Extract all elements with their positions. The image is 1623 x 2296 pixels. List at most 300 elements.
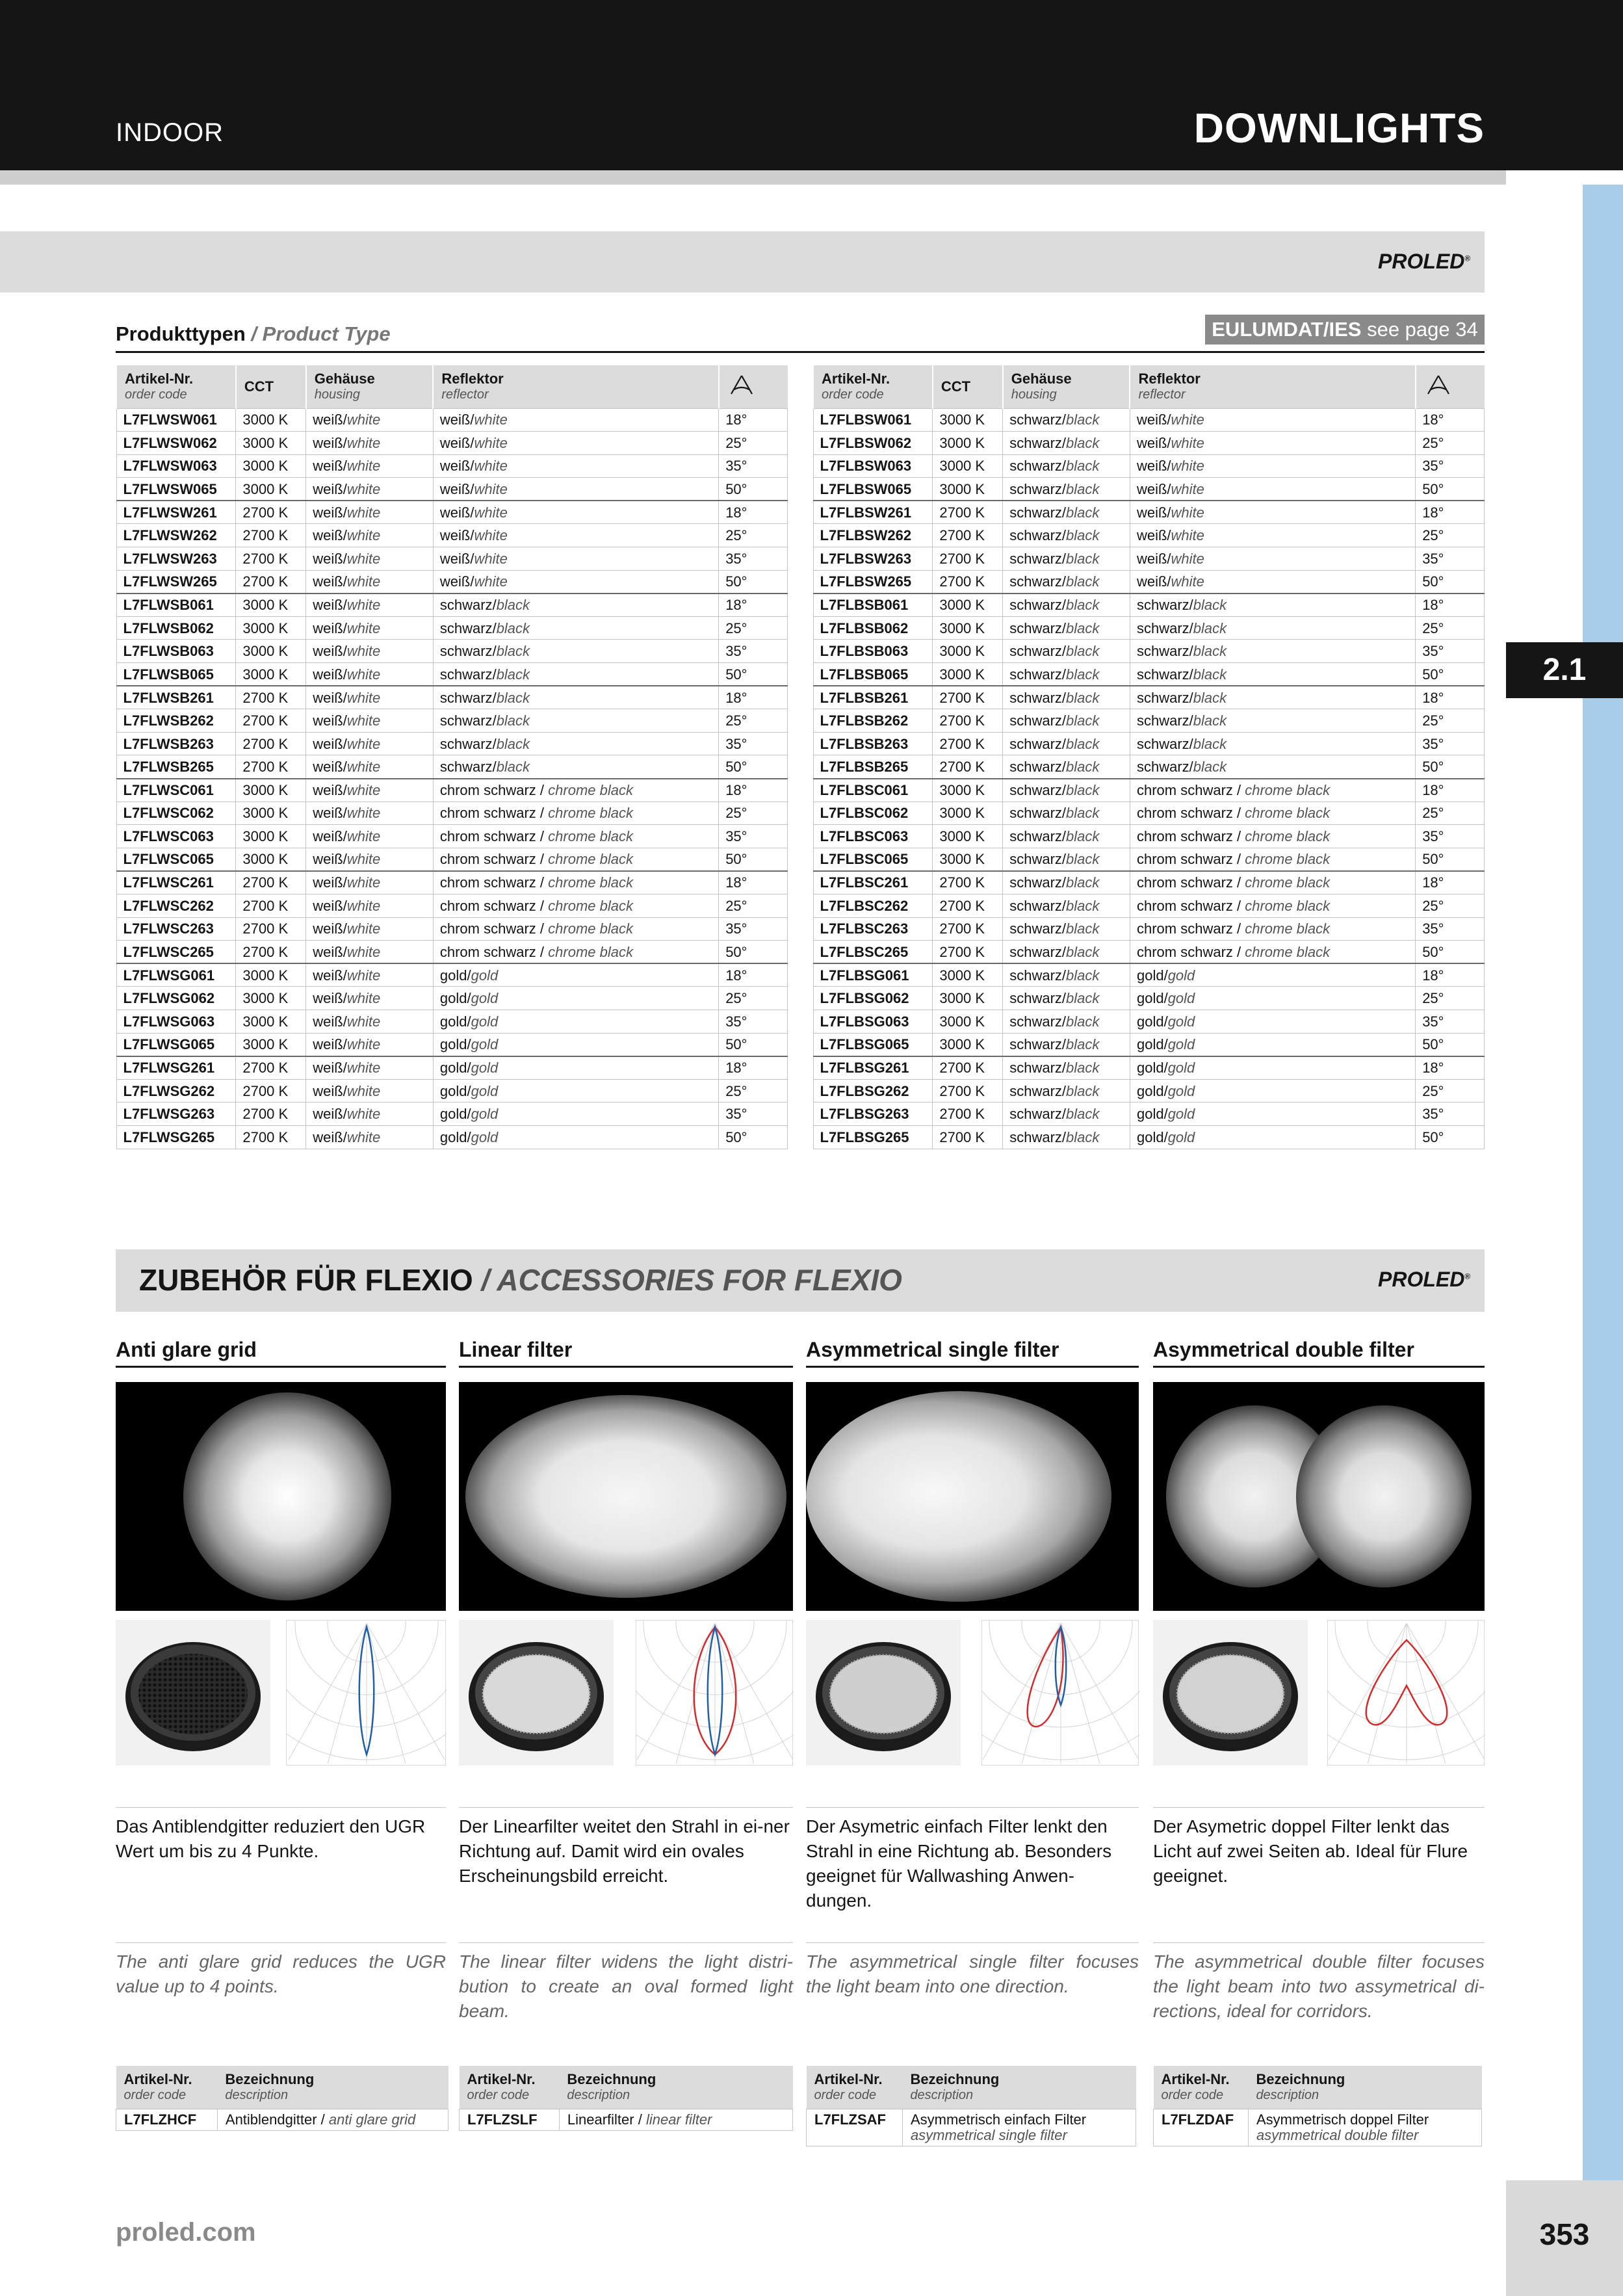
description-de: Der Asymetric einfach Filter lenkt den Strahl in eine Richtung ab. Besonders geeignet für Wallwashing Anwen-dungen. xyxy=(806,1807,1139,1913)
housing-value: weiß/white xyxy=(306,524,434,547)
order-code: L7FLWSB063 xyxy=(116,640,236,663)
order-code: L7FLBSW062 xyxy=(813,432,933,455)
cct-value: 2700 K xyxy=(236,1125,306,1149)
reflector-value: chrom schwarz / chrome black xyxy=(1130,825,1415,848)
order-code: L7FLWSC061 xyxy=(116,779,236,802)
reflector-value: chrom schwarz / chrome black xyxy=(433,779,718,802)
reflector-value: schwarz/black xyxy=(433,663,718,686)
beam-angle-value: 35° xyxy=(1416,454,1485,478)
table-row xyxy=(813,917,1485,941)
order-code: L7FLZHCF xyxy=(116,2109,218,2130)
beam-angle-value: 18° xyxy=(1416,963,1485,987)
beam-angle-value: 35° xyxy=(719,825,788,848)
table-row xyxy=(813,663,1485,686)
table-row xyxy=(813,848,1485,871)
housing-value: schwarz/black xyxy=(1003,1056,1130,1080)
order-code: L7FLBSG065 xyxy=(813,1033,933,1056)
beam-angle-value: 35° xyxy=(1416,1010,1485,1033)
beam-angle-value: 18° xyxy=(719,408,788,432)
housing-value: weiß/white xyxy=(306,1056,434,1080)
table-row xyxy=(813,1010,1485,1033)
beam-angle-value: 18° xyxy=(1416,1056,1485,1080)
housing-value: weiß/white xyxy=(306,894,434,917)
housing-value: weiß/white xyxy=(306,547,434,571)
beam-angle-value: 18° xyxy=(1416,686,1485,709)
order-code: L7FLWSW261 xyxy=(116,501,236,524)
cct-value: 3000 K xyxy=(933,825,1003,848)
cct-value: 2700 K xyxy=(933,732,1003,755)
housing-value: schwarz/black xyxy=(1003,732,1130,755)
order-code: L7FLWSG065 xyxy=(116,1033,236,1056)
housing-value: schwarz/black xyxy=(1003,917,1130,941)
reflector-value: schwarz/black xyxy=(1130,640,1415,663)
beam-angle-value: 35° xyxy=(719,917,788,941)
cct-value: 2700 K xyxy=(933,686,1003,709)
order-code: L7FLBSG261 xyxy=(813,1056,933,1080)
page-number: 353 xyxy=(1539,2217,1590,2251)
order-code: L7FLBSC065 xyxy=(813,848,933,871)
cct-value: 3000 K xyxy=(236,963,306,987)
cct-value: 3000 K xyxy=(236,848,306,871)
housing-value: schwarz/black xyxy=(1003,524,1130,547)
col-order-code: Artikel-Nr. order code xyxy=(116,365,236,408)
table-row xyxy=(116,640,788,663)
cct-value: 3000 K xyxy=(933,454,1003,478)
reflector-value: weiß/white xyxy=(1130,454,1415,478)
order-code: L7FLBSG063 xyxy=(813,1010,933,1033)
reflector-value: weiß/white xyxy=(433,432,718,455)
cct-value: 3000 K xyxy=(236,616,306,640)
beam-angle-value: 35° xyxy=(1416,732,1485,755)
cct-value: 2700 K xyxy=(236,709,306,733)
order-code: L7FLWSC062 xyxy=(116,802,236,825)
reflector-value: weiß/white xyxy=(1130,524,1415,547)
title-rule xyxy=(116,351,1485,353)
reflector-value: schwarz/black xyxy=(433,594,718,617)
reflector-value: weiß/white xyxy=(1130,478,1415,501)
table-row xyxy=(116,686,788,709)
order-code: L7FLBSW261 xyxy=(813,501,933,524)
order-code: L7FLBSB062 xyxy=(813,616,933,640)
cct-value: 3000 K xyxy=(236,478,306,501)
housing-value: weiß/white xyxy=(306,1010,434,1033)
table-row xyxy=(116,1125,788,1149)
order-code: L7FLWSG261 xyxy=(116,1056,236,1080)
housing-value: weiß/white xyxy=(306,802,434,825)
table-row xyxy=(116,2109,448,2130)
beam-angle-value: 18° xyxy=(1416,501,1485,524)
reflector-value: chrom schwarz / chrome black xyxy=(433,894,718,917)
beam-angle-value: 25° xyxy=(719,709,788,733)
cct-value: 3000 K xyxy=(236,640,306,663)
order-code: L7FLBSW265 xyxy=(813,570,933,594)
col-description: Bezeichnung description xyxy=(1248,2066,1481,2109)
reflector-value: gold/gold xyxy=(1130,987,1415,1010)
beam-angle-value: 25° xyxy=(719,894,788,917)
table-row xyxy=(116,454,788,478)
table-header-row xyxy=(1154,2066,1482,2109)
reflector-value: gold/gold xyxy=(433,963,718,987)
chapter-tab[interactable]: 2.1 xyxy=(1506,642,1623,698)
housing-value: schwarz/black xyxy=(1003,1125,1130,1149)
beam-angle-value: 50° xyxy=(1416,848,1485,871)
light-spot xyxy=(806,1391,1111,1602)
housing-value: schwarz/black xyxy=(1003,802,1130,825)
table-header-row xyxy=(807,2066,1136,2109)
table-row xyxy=(116,917,788,941)
reflector-value: schwarz/black xyxy=(1130,755,1415,779)
housing-value: schwarz/black xyxy=(1003,871,1130,894)
col-order-code: Artikel-Nr. order code xyxy=(460,2066,560,2109)
order-code: L7FLBSB261 xyxy=(813,686,933,709)
cct-value: 3000 K xyxy=(933,663,1003,686)
housing-value: schwarz/black xyxy=(1003,663,1130,686)
beam-angle-value: 50° xyxy=(1416,1033,1485,1056)
table-header-row xyxy=(116,365,788,408)
housing-value: schwarz/black xyxy=(1003,1102,1130,1126)
housing-value: weiß/white xyxy=(306,594,434,617)
reflector-value: weiß/white xyxy=(433,570,718,594)
housing-value: schwarz/black xyxy=(1003,755,1130,779)
beam-angle-icon xyxy=(1424,373,1453,397)
reflector-value: chrom schwarz / chrome black xyxy=(1130,802,1415,825)
housing-value: weiß/white xyxy=(306,1079,434,1102)
cct-value: 3000 K xyxy=(236,987,306,1010)
product-photo xyxy=(806,1620,961,1766)
order-code: L7FLWSW263 xyxy=(116,547,236,571)
col-order-code: Artikel-Nr. order code xyxy=(116,2066,218,2109)
accessory-title: Anti glare grid xyxy=(116,1338,446,1368)
reflector-value: schwarz/black xyxy=(1130,686,1415,709)
beam-angle-value: 25° xyxy=(719,802,788,825)
table-row xyxy=(116,941,788,964)
reflector-value: gold/gold xyxy=(433,1079,718,1102)
table-row xyxy=(116,732,788,755)
beam-angle-value: 50° xyxy=(1416,478,1485,501)
housing-value: schwarz/black xyxy=(1003,686,1130,709)
table-row xyxy=(813,1102,1485,1126)
reflector-value: gold/gold xyxy=(1130,1056,1415,1080)
order-code: L7FLWSW062 xyxy=(116,432,236,455)
table-row xyxy=(116,501,788,524)
cct-value: 2700 K xyxy=(236,871,306,894)
beam-angle-value: 50° xyxy=(1416,755,1485,779)
beam-angle-value: 18° xyxy=(719,686,788,709)
order-code: L7FLWSW262 xyxy=(116,524,236,547)
beam-angle-value: 35° xyxy=(719,1102,788,1126)
cct-value: 3000 K xyxy=(933,987,1003,1010)
beam-angle-value: 50° xyxy=(719,663,788,686)
order-code: L7FLWSC065 xyxy=(116,848,236,871)
table-row xyxy=(813,432,1485,455)
reflector-value: weiß/white xyxy=(433,478,718,501)
housing-value: weiß/white xyxy=(306,663,434,686)
cct-value: 3000 K xyxy=(236,663,306,686)
table-row xyxy=(813,1079,1485,1102)
table-row xyxy=(116,848,788,871)
beam-angle-value: 18° xyxy=(719,1056,788,1080)
side-color-strip xyxy=(1583,185,1623,2180)
table-row xyxy=(116,570,788,594)
table-row xyxy=(813,478,1485,501)
beam-angle-value: 25° xyxy=(1416,1079,1485,1102)
housing-value: schwarz/black xyxy=(1003,570,1130,594)
footer-website-link[interactable]: proled.com xyxy=(116,2218,256,2247)
proled-logo: PROLED® xyxy=(1378,250,1471,273)
order-code: L7FLBSB065 xyxy=(813,663,933,686)
cct-value: 2700 K xyxy=(933,570,1003,594)
reflector-value: chrom schwarz / chrome black xyxy=(433,848,718,871)
description-de: Das Antiblendgitter reduziert den UGR Wert um bis zu 4 Punkte. xyxy=(116,1807,446,1864)
side-margin xyxy=(1506,185,1583,2180)
header-divider xyxy=(0,170,1506,185)
order-code: L7FLWSC261 xyxy=(116,871,236,894)
accessory-table xyxy=(806,2066,1136,2146)
reflector-value: schwarz/black xyxy=(433,686,718,709)
reflector-value: gold/gold xyxy=(433,1010,718,1033)
beam-angle-value: 50° xyxy=(719,848,788,871)
cct-value: 2700 K xyxy=(236,1102,306,1126)
table-row xyxy=(813,640,1485,663)
table-row xyxy=(813,686,1485,709)
order-code: L7FLWSW063 xyxy=(116,454,236,478)
reflector-value: chrom schwarz / chrome black xyxy=(1130,894,1415,917)
asymmetrical-single-filter-photo xyxy=(806,1620,961,1766)
beam-angle-value: 35° xyxy=(719,1010,788,1033)
order-code: L7FLBSW263 xyxy=(813,547,933,571)
table-row xyxy=(116,616,788,640)
cct-value: 2700 K xyxy=(933,709,1003,733)
beam-angle-value: 35° xyxy=(1416,1102,1485,1126)
beam-photo xyxy=(116,1382,446,1611)
item-description: Asymmetrisch einfach Filter asymmetrical single filter xyxy=(902,2109,1136,2146)
table-row xyxy=(116,987,788,1010)
order-code: L7FLWSB263 xyxy=(116,732,236,755)
cct-value: 3000 K xyxy=(236,408,306,432)
cct-value: 3000 K xyxy=(236,432,306,455)
order-code: L7FLZSLF xyxy=(460,2109,560,2130)
reflector-value: schwarz/black xyxy=(433,732,718,755)
reflector-value: schwarz/black xyxy=(433,616,718,640)
order-code: L7FLBSB262 xyxy=(813,709,933,733)
cct-value: 3000 K xyxy=(236,825,306,848)
cct-value: 2700 K xyxy=(933,917,1003,941)
accessory-asymmetrical-single-filter xyxy=(806,1338,1139,2143)
cct-value: 3000 K xyxy=(933,779,1003,802)
order-code: L7FLWSG062 xyxy=(116,987,236,1010)
cct-value: 3000 K xyxy=(933,848,1003,871)
light-spot-right xyxy=(1296,1405,1472,1587)
table-row xyxy=(116,663,788,686)
col-description: Bezeichnung description xyxy=(902,2066,1136,2109)
reflector-value: schwarz/black xyxy=(1130,709,1415,733)
beam-angle-value: 25° xyxy=(1416,709,1485,733)
description-en: The asymmetrical single filter focuses the light beam into one direction. xyxy=(806,1942,1139,1999)
table-row xyxy=(813,594,1485,617)
reflector-value: schwarz/black xyxy=(1130,663,1415,686)
housing-value: weiß/white xyxy=(306,478,434,501)
order-code: L7FLBSW065 xyxy=(813,478,933,501)
reflector-value: chrom schwarz / chrome black xyxy=(1130,871,1415,894)
beam-angle-value: 18° xyxy=(719,871,788,894)
beam-angle-value: 18° xyxy=(1416,594,1485,617)
linear-filter-photo xyxy=(459,1620,614,1766)
order-code: L7FLBSC262 xyxy=(813,894,933,917)
reflector-value: chrom schwarz / chrome black xyxy=(433,802,718,825)
table-row xyxy=(116,1079,788,1102)
table-row xyxy=(116,1010,788,1033)
beam-angle-value: 18° xyxy=(719,779,788,802)
table-row xyxy=(116,963,788,987)
cct-value: 2700 K xyxy=(236,941,306,964)
reflector-value: chrom schwarz / chrome black xyxy=(433,871,718,894)
polar-diagram xyxy=(981,1620,1139,1766)
beam-angle-value: 50° xyxy=(719,755,788,779)
housing-value: weiß/white xyxy=(306,501,434,524)
light-spot xyxy=(465,1395,786,1598)
item-description: Antiblendgitter / anti glare grid xyxy=(217,2109,448,2130)
order-code: L7FLBSW262 xyxy=(813,524,933,547)
order-code: L7FLBSB063 xyxy=(813,640,933,663)
reflector-value: chrom schwarz / chrome black xyxy=(433,917,718,941)
order-code: L7FLWSB265 xyxy=(116,755,236,779)
table-row xyxy=(116,1056,788,1080)
product-table-black-housing xyxy=(812,365,1485,1149)
order-code: L7FLZSAF xyxy=(807,2109,903,2146)
section-label: INDOOR xyxy=(116,118,224,147)
table-row xyxy=(116,755,788,779)
cct-value: 2700 K xyxy=(236,917,306,941)
housing-value: weiß/white xyxy=(306,454,434,478)
description-en: The linear filter widens the light distri-bution to create an oval formed light beam. xyxy=(459,1942,793,2024)
table-row xyxy=(813,755,1485,779)
reflector-value: weiß/white xyxy=(433,501,718,524)
asymmetrical-double-filter-photo xyxy=(1153,1620,1308,1766)
order-code: L7FLWSG262 xyxy=(116,1079,236,1102)
housing-value: weiß/white xyxy=(306,1033,434,1056)
beam-angle-value: 25° xyxy=(719,1079,788,1102)
housing-value: weiß/white xyxy=(306,732,434,755)
cct-value: 3000 K xyxy=(933,408,1003,432)
cct-value: 2700 K xyxy=(933,1125,1003,1149)
proled-logo: PROLED® xyxy=(1378,1268,1471,1291)
beam-angle-value: 25° xyxy=(719,432,788,455)
product-photo xyxy=(459,1620,614,1766)
reflector-value: schwarz/black xyxy=(433,755,718,779)
beam-angle-value: 50° xyxy=(719,1125,788,1149)
housing-value: weiß/white xyxy=(306,963,434,987)
housing-value: schwarz/black xyxy=(1003,478,1130,501)
table-row xyxy=(813,802,1485,825)
order-code: L7FLWSB262 xyxy=(116,709,236,733)
order-code: L7FLWSG263 xyxy=(116,1102,236,1126)
col-beam-angle xyxy=(719,365,788,408)
table-row xyxy=(813,616,1485,640)
table-row xyxy=(116,547,788,571)
order-code: L7FLBSC261 xyxy=(813,871,933,894)
light-spot xyxy=(183,1392,391,1600)
table-row xyxy=(1154,2109,1482,2146)
accessory-table xyxy=(116,2066,448,2131)
housing-value: schwarz/black xyxy=(1003,1010,1130,1033)
cct-value: 2700 K xyxy=(933,547,1003,571)
cct-value: 2700 K xyxy=(236,732,306,755)
table-header-row xyxy=(813,365,1485,408)
order-code: L7FLBSG265 xyxy=(813,1125,933,1149)
order-code: L7FLWSB061 xyxy=(116,594,236,617)
beam-photo xyxy=(806,1382,1139,1611)
housing-value: weiß/white xyxy=(306,570,434,594)
table-row xyxy=(813,524,1485,547)
col-order-code: Artikel-Nr. order code xyxy=(1154,2066,1249,2109)
cct-value: 3000 K xyxy=(933,802,1003,825)
housing-value: schwarz/black xyxy=(1003,825,1130,848)
beam-angle-value: 25° xyxy=(1416,524,1485,547)
reflector-value: gold/gold xyxy=(1130,1125,1415,1149)
col-housing: Gehäuse housing xyxy=(306,365,434,408)
cct-value: 2700 K xyxy=(236,686,306,709)
polar-chart xyxy=(636,1621,794,1766)
polar-diagram xyxy=(636,1620,793,1766)
reflector-value: weiß/white xyxy=(1130,408,1415,432)
product-photo xyxy=(116,1620,270,1766)
col-description: Bezeichnung description xyxy=(559,2066,792,2109)
reflector-value: gold/gold xyxy=(1130,1079,1415,1102)
housing-value: weiß/white xyxy=(306,825,434,848)
table-row xyxy=(813,454,1485,478)
housing-value: schwarz/black xyxy=(1003,594,1130,617)
reflector-value: weiß/white xyxy=(1130,432,1415,455)
table-row xyxy=(813,547,1485,571)
cct-value: 2700 K xyxy=(236,1056,306,1080)
polar-diagram xyxy=(286,1620,446,1766)
accessory-title: Asymmetrical double filter xyxy=(1153,1338,1485,1368)
table-row xyxy=(813,963,1485,987)
table-row xyxy=(813,408,1485,432)
table-header-row xyxy=(116,2066,448,2109)
reflector-value: weiß/white xyxy=(1130,547,1415,571)
table-row xyxy=(813,709,1485,733)
beam-angle-value: 18° xyxy=(1416,871,1485,894)
cct-value: 3000 K xyxy=(236,1033,306,1056)
table-row xyxy=(813,894,1485,917)
cct-value: 3000 K xyxy=(236,1010,306,1033)
cct-value: 2700 K xyxy=(236,894,306,917)
housing-value: weiß/white xyxy=(306,779,434,802)
reflector-value: gold/gold xyxy=(1130,1033,1415,1056)
cct-value: 3000 K xyxy=(236,802,306,825)
accessory-asymmetrical-double-filter xyxy=(1153,1338,1485,2143)
reflector-value: gold/gold xyxy=(1130,1102,1415,1126)
accessory-table xyxy=(1153,2066,1482,2146)
order-code: L7FLWSB065 xyxy=(116,663,236,686)
order-code: L7FLWSC262 xyxy=(116,894,236,917)
housing-value: weiß/white xyxy=(306,848,434,871)
accessories-title: ZUBEHÖR FÜR FLEXIO / ACCESSORIES FOR FLEXIO xyxy=(139,1263,902,1297)
housing-value: schwarz/black xyxy=(1003,779,1130,802)
cct-value: 3000 K xyxy=(933,963,1003,987)
eulumdat-link[interactable]: EULUMDAT/IES see page 34 xyxy=(1205,315,1485,345)
cct-value: 3000 K xyxy=(933,640,1003,663)
col-order-code: Artikel-Nr. order code xyxy=(807,2066,903,2109)
housing-value: weiß/white xyxy=(306,640,434,663)
col-description: Bezeichnung description xyxy=(217,2066,448,2109)
beam-angle-icon xyxy=(727,373,756,397)
beam-angle-value: 50° xyxy=(1416,1125,1485,1149)
order-code: L7FLBSC062 xyxy=(813,802,933,825)
cct-value: 2700 K xyxy=(933,1079,1003,1102)
beam-angle-value: 25° xyxy=(1416,432,1485,455)
